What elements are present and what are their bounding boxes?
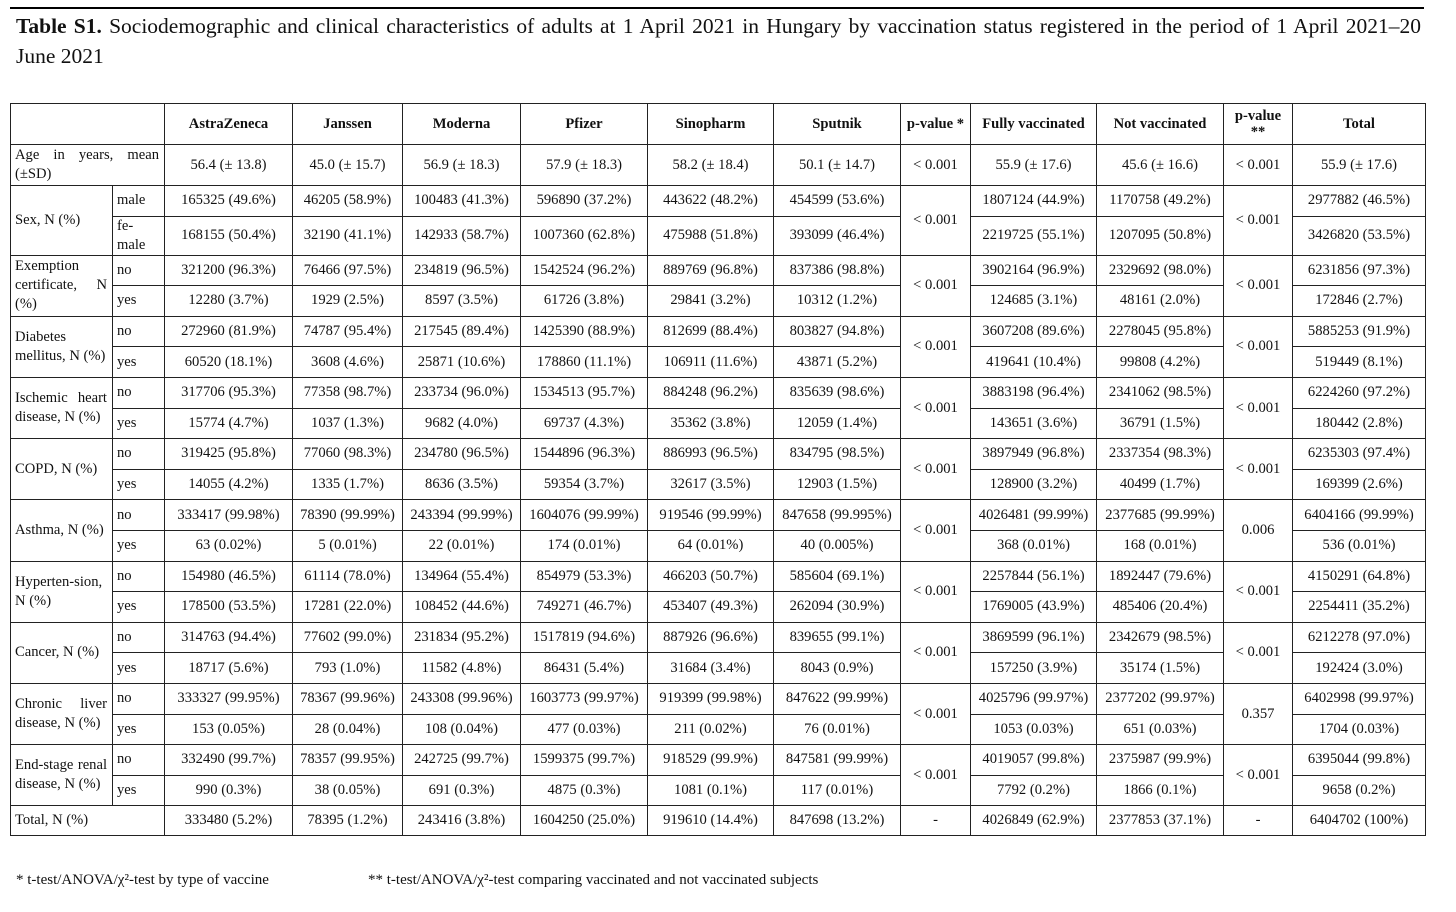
data-cell: 78395 (1.2%) [293, 806, 403, 836]
data-cell: 25871 (10.6%) [403, 347, 521, 378]
data-cell: 475988 (51.8%) [648, 216, 774, 255]
total-cell: 4150291 (64.8%) [1293, 561, 1426, 592]
data-cell: 77358 (98.7%) [293, 377, 403, 408]
level-label: yes [113, 592, 165, 623]
table-row [11, 500, 1426, 531]
data-cell: 106911 (11.6%) [648, 347, 774, 378]
total-cell: 180442 (2.8%) [1293, 408, 1426, 439]
column-header: Sputnik [774, 104, 901, 145]
data-cell: 2342679 (98.5%) [1097, 622, 1224, 653]
level-label: yes [113, 469, 165, 500]
data-cell: 22 (0.01%) [403, 530, 521, 561]
p-value-cell: < 0.001 [901, 377, 971, 438]
data-cell: 485406 (20.4%) [1097, 592, 1224, 623]
data-cell: 3869599 (96.1%) [971, 622, 1097, 653]
data-cell: 4025796 (99.97%) [971, 683, 1097, 714]
row-label: Cancer, N (%) [11, 622, 113, 683]
table-row [11, 439, 1426, 470]
data-cell: 272960 (81.9%) [165, 316, 293, 347]
data-cell: 242725 (99.7%) [403, 745, 521, 776]
table-row [11, 622, 1426, 653]
data-cell: 1929 (2.5%) [293, 286, 403, 317]
data-cell: 60520 (18.1%) [165, 347, 293, 378]
level-label: no [113, 622, 165, 653]
total-cell: 6404166 (99.99%) [1293, 500, 1426, 531]
data-cell: 333417 (99.98%) [165, 500, 293, 531]
data-cell: 3897949 (96.8%) [971, 439, 1097, 470]
data-cell: 1207095 (50.8%) [1097, 216, 1224, 255]
table-row [11, 592, 1426, 623]
data-cell: 466203 (50.7%) [648, 561, 774, 592]
table-row [11, 530, 1426, 561]
data-cell: 63 (0.02%) [165, 530, 293, 561]
data-cell: 142933 (58.7%) [403, 216, 521, 255]
data-cell: 17281 (22.0%) [293, 592, 403, 623]
data-cell: 29841 (3.2%) [648, 286, 774, 317]
caption-label: Table S1. [16, 14, 102, 38]
data-cell: 847698 (13.2%) [774, 806, 901, 836]
data-cell: 76 (0.01%) [774, 714, 901, 745]
data-cell: 168155 (50.4%) [165, 216, 293, 255]
data-cell: 8636 (3.5%) [403, 469, 521, 500]
level-label: no [113, 561, 165, 592]
data-cell: 3902164 (96.9%) [971, 255, 1097, 286]
data-cell: 56.9 (± 18.3) [403, 145, 521, 186]
p-value-cell: < 0.001 [901, 622, 971, 683]
data-cell: 4019057 (99.8%) [971, 745, 1097, 776]
data-cell: 211 (0.02%) [648, 714, 774, 745]
row-label: Exemption certificate, N (%) [11, 255, 113, 316]
data-cell: 78367 (99.96%) [293, 683, 403, 714]
data-cell: 8597 (3.5%) [403, 286, 521, 317]
data-cell: 333327 (99.95%) [165, 683, 293, 714]
level-label: yes [113, 653, 165, 684]
data-cell: 919399 (99.98%) [648, 683, 774, 714]
table-row [11, 469, 1426, 500]
data-cell: 585604 (69.1%) [774, 561, 901, 592]
row-label: Diabetes mellitus, N (%) [11, 316, 113, 377]
level-label: no [113, 500, 165, 531]
level-label: yes [113, 408, 165, 439]
data-cell: 1866 (0.1%) [1097, 775, 1224, 806]
total-cell: 6402998 (99.97%) [1293, 683, 1426, 714]
data-cell: 178860 (11.1%) [521, 347, 648, 378]
data-cell: 99808 (4.2%) [1097, 347, 1224, 378]
column-header: p-value * [901, 104, 971, 145]
footnote-2: ** t-test/ANOVA/χ²-test comparing vaccinated and not vaccinated subjects [368, 872, 819, 888]
data-cell: 2377853 (37.1%) [1097, 806, 1224, 836]
data-cell: 884248 (96.2%) [648, 377, 774, 408]
total-cell: 3426820 (53.5%) [1293, 216, 1426, 255]
caption-text: Sociodemographic and clinical characteristics of adults at 1 April 2021 in Hungary by vaccination status registered in the period of 1 April 2021–20 June 2021 [16, 14, 1421, 68]
data-cell: 76466 (97.5%) [293, 255, 403, 286]
data-cell: 178500 (53.5%) [165, 592, 293, 623]
data-cell: 834795 (98.5%) [774, 439, 901, 470]
data-cell: 1603773 (99.97%) [521, 683, 648, 714]
data-cell: 9682 (4.0%) [403, 408, 521, 439]
data-cell: 1542524 (96.2%) [521, 255, 648, 286]
data-cell: 321200 (96.3%) [165, 255, 293, 286]
row-label: Chronic liver disease, N (%) [11, 683, 113, 744]
data-cell: 4875 (0.3%) [521, 775, 648, 806]
data-cell: 100483 (41.3%) [403, 186, 521, 217]
data-cell: 854979 (53.3%) [521, 561, 648, 592]
row-label: Asthma, N (%) [11, 500, 113, 561]
data-cell: 453407 (49.3%) [648, 592, 774, 623]
data-cell: 86431 (5.4%) [521, 653, 648, 684]
data-cell: 887926 (96.6%) [648, 622, 774, 653]
total-cell: 169399 (2.6%) [1293, 469, 1426, 500]
data-cell: 2337354 (98.3%) [1097, 439, 1224, 470]
row-label: End-stage renal disease, N (%) [11, 745, 113, 806]
data-cell: 1335 (1.7%) [293, 469, 403, 500]
data-cell: 243308 (99.96%) [403, 683, 521, 714]
data-cell: 153 (0.05%) [165, 714, 293, 745]
total-cell: 6231856 (97.3%) [1293, 255, 1426, 286]
table-row [11, 286, 1426, 317]
data-cell: 10312 (1.2%) [774, 286, 901, 317]
p-value-cell: < 0.001 [1224, 316, 1293, 377]
p-value-cell: < 0.001 [1224, 255, 1293, 316]
data-cell: 231834 (95.2%) [403, 622, 521, 653]
total-cell: 6212278 (97.0%) [1293, 622, 1426, 653]
table-row [11, 683, 1426, 714]
table-row [11, 186, 1426, 217]
row-label: Total, N (%) [11, 806, 165, 836]
data-cell: 691 (0.3%) [403, 775, 521, 806]
level-label: no [113, 377, 165, 408]
table-row [11, 316, 1426, 347]
data-cell: 31684 (3.4%) [648, 653, 774, 684]
data-cell: 18717 (5.6%) [165, 653, 293, 684]
data-cell: 2377685 (99.99%) [1097, 500, 1224, 531]
data-cell: 419641 (10.4%) [971, 347, 1097, 378]
data-cell: 1081 (0.1%) [648, 775, 774, 806]
data-cell: 1170758 (49.2%) [1097, 186, 1224, 217]
level-label: no [113, 439, 165, 470]
data-cell: 1544896 (96.3%) [521, 439, 648, 470]
data-cell: 1053 (0.03%) [971, 714, 1097, 745]
data-cell: 57.9 (± 18.3) [521, 145, 648, 186]
data-cell: 45.0 (± 15.7) [293, 145, 403, 186]
data-cell: 847622 (99.99%) [774, 683, 901, 714]
total-cell: 6235303 (97.4%) [1293, 439, 1426, 470]
data-cell: 2329692 (98.0%) [1097, 255, 1224, 286]
column-header: Janssen [293, 104, 403, 145]
table-row [11, 347, 1426, 378]
total-cell: 6224260 (97.2%) [1293, 377, 1426, 408]
data-cell: 78390 (99.99%) [293, 500, 403, 531]
data-cell: 61114 (78.0%) [293, 561, 403, 592]
data-cell: 812699 (88.4%) [648, 316, 774, 347]
data-cell: 262094 (30.9%) [774, 592, 901, 623]
data-cell: 124685 (3.1%) [971, 286, 1097, 317]
p-value-cell: < 0.001 [1224, 186, 1293, 256]
data-cell: 14055 (4.2%) [165, 469, 293, 500]
table-row [11, 775, 1426, 806]
data-cell: 77060 (98.3%) [293, 439, 403, 470]
data-cell: 317706 (95.3%) [165, 377, 293, 408]
data-cell: 368 (0.01%) [971, 530, 1097, 561]
data-cell: 8043 (0.9%) [774, 653, 901, 684]
data-cell: 651 (0.03%) [1097, 714, 1224, 745]
data-cell: 393099 (46.4%) [774, 216, 901, 255]
data-cell: 1769005 (43.9%) [971, 592, 1097, 623]
data-cell: 45.6 (± 16.6) [1097, 145, 1224, 186]
total-cell: 192424 (3.0%) [1293, 653, 1426, 684]
data-cell: 35174 (1.5%) [1097, 653, 1224, 684]
data-cell: 4026849 (62.9%) [971, 806, 1097, 836]
column-header: Sinopharm [648, 104, 774, 145]
total-cell: 519449 (8.1%) [1293, 347, 1426, 378]
data-cell: 886993 (96.5%) [648, 439, 774, 470]
data-cell: 1425390 (88.9%) [521, 316, 648, 347]
data-cell: 117 (0.01%) [774, 775, 901, 806]
data-cell: 314763 (94.4%) [165, 622, 293, 653]
data-cell: 3883198 (96.4%) [971, 377, 1097, 408]
data-cell: 1604250 (25.0%) [521, 806, 648, 836]
column-header: Pfizer [521, 104, 648, 145]
data-cell: 234819 (96.5%) [403, 255, 521, 286]
data-cell: 157250 (3.9%) [971, 653, 1097, 684]
data-cell: 847658 (99.995%) [774, 500, 901, 531]
table-row [11, 561, 1426, 592]
row-label: Age in years, mean (±SD) [11, 145, 165, 186]
data-cell: 1037 (1.3%) [293, 408, 403, 439]
data-cell: 234780 (96.5%) [403, 439, 521, 470]
data-cell: 837386 (98.8%) [774, 255, 901, 286]
data-cell: 15774 (4.7%) [165, 408, 293, 439]
data-cell: 61726 (3.8%) [521, 286, 648, 317]
data-cell: 165325 (49.6%) [165, 186, 293, 217]
data-cell: 1599375 (99.7%) [521, 745, 648, 776]
data-cell: 77602 (99.0%) [293, 622, 403, 653]
data-cell: 43871 (5.2%) [774, 347, 901, 378]
data-cell: 243416 (3.8%) [403, 806, 521, 836]
data-cell: 7792 (0.2%) [971, 775, 1097, 806]
data-cell: 4026481 (99.99%) [971, 500, 1097, 531]
data-cell: 990 (0.3%) [165, 775, 293, 806]
data-cell: 154980 (46.5%) [165, 561, 293, 592]
data-cell: 1534513 (95.7%) [521, 377, 648, 408]
data-cell: 28 (0.04%) [293, 714, 403, 745]
data-cell: 2278045 (95.8%) [1097, 316, 1224, 347]
p-value-cell: - [901, 806, 971, 836]
level-label: no [113, 316, 165, 347]
data-cell: 2219725 (55.1%) [971, 216, 1097, 255]
total-cell: 536 (0.01%) [1293, 530, 1426, 561]
table-row [11, 216, 1426, 255]
data-cell: 918529 (99.9%) [648, 745, 774, 776]
data-cell: 59354 (3.7%) [521, 469, 648, 500]
p-value-cell: 0.357 [1224, 683, 1293, 744]
data-cell: 2341062 (98.5%) [1097, 377, 1224, 408]
total-cell: 55.9 (± 17.6) [1293, 145, 1426, 186]
level-label: yes [113, 347, 165, 378]
data-cell: 168 (0.01%) [1097, 530, 1224, 561]
p-value-cell: < 0.001 [901, 186, 971, 256]
column-header: AstraZeneca [165, 104, 293, 145]
data-cell: 46205 (58.9%) [293, 186, 403, 217]
data-cell: 128900 (3.2%) [971, 469, 1097, 500]
p-value-cell: < 0.001 [1224, 622, 1293, 683]
total-cell: 6404702 (100%) [1293, 806, 1426, 836]
data-cell: 55.9 (± 17.6) [971, 145, 1097, 186]
p-value-cell: < 0.001 [1224, 745, 1293, 806]
data-cell: 596890 (37.2%) [521, 186, 648, 217]
data-cell: 50.1 (± 14.7) [774, 145, 901, 186]
data-cell: 749271 (46.7%) [521, 592, 648, 623]
level-label: fe-male [113, 216, 165, 255]
data-cell: 58.2 (± 18.4) [648, 145, 774, 186]
total-cell: 1704 (0.03%) [1293, 714, 1426, 745]
column-header: p-value ** [1224, 104, 1293, 145]
table-row [11, 745, 1426, 776]
data-cell: 5 (0.01%) [293, 530, 403, 561]
data-cell: 108 (0.04%) [403, 714, 521, 745]
row-label: Sex, N (%) [11, 186, 113, 256]
data-cell: 64 (0.01%) [648, 530, 774, 561]
data-cell: 1007360 (62.8%) [521, 216, 648, 255]
p-value-cell: < 0.001 [901, 439, 971, 500]
p-value-cell: - [1224, 806, 1293, 836]
data-cell: 174 (0.01%) [521, 530, 648, 561]
data-cell: 1604076 (99.99%) [521, 500, 648, 531]
table-row [11, 377, 1426, 408]
header-row [11, 104, 1426, 145]
data-cell: 919546 (99.99%) [648, 500, 774, 531]
characteristics-table [10, 103, 1426, 836]
p-value-cell: < 0.001 [901, 145, 971, 186]
data-cell: 2377202 (99.97%) [1097, 683, 1224, 714]
data-cell: 74787 (95.4%) [293, 316, 403, 347]
total-cell: 9658 (0.2%) [1293, 775, 1426, 806]
data-cell: 48161 (2.0%) [1097, 286, 1224, 317]
data-cell: 134964 (55.4%) [403, 561, 521, 592]
data-cell: 443622 (48.2%) [648, 186, 774, 217]
data-cell: 2257844 (56.1%) [971, 561, 1097, 592]
data-cell: 35362 (3.8%) [648, 408, 774, 439]
data-cell: 793 (1.0%) [293, 653, 403, 684]
data-cell: 454599 (53.6%) [774, 186, 901, 217]
data-cell: 1517819 (94.6%) [521, 622, 648, 653]
data-cell: 40499 (1.7%) [1097, 469, 1224, 500]
data-cell: 108452 (44.6%) [403, 592, 521, 623]
table-caption [16, 11, 1421, 71]
data-cell: 38 (0.05%) [293, 775, 403, 806]
data-cell: 32617 (3.5%) [648, 469, 774, 500]
p-value-cell: < 0.001 [901, 745, 971, 806]
data-cell: 78357 (99.95%) [293, 745, 403, 776]
data-cell: 36791 (1.5%) [1097, 408, 1224, 439]
column-header: Not vaccinated [1097, 104, 1224, 145]
level-label: yes [113, 286, 165, 317]
table-row [11, 408, 1426, 439]
data-cell: 12903 (1.5%) [774, 469, 901, 500]
data-cell: 40 (0.005%) [774, 530, 901, 561]
data-cell: 69737 (4.3%) [521, 408, 648, 439]
data-cell: 319425 (95.8%) [165, 439, 293, 470]
data-cell: 477 (0.03%) [521, 714, 648, 745]
level-label: yes [113, 775, 165, 806]
header-blank-cell [11, 104, 165, 145]
data-cell: 1892447 (79.6%) [1097, 561, 1224, 592]
data-cell: 233734 (96.0%) [403, 377, 521, 408]
table-row [11, 145, 1426, 186]
data-cell: 835639 (98.6%) [774, 377, 901, 408]
column-header: Moderna [403, 104, 521, 145]
data-cell: 332490 (99.7%) [165, 745, 293, 776]
p-value-cell: < 0.001 [901, 561, 971, 622]
row-label: Hyperten-sion, N (%) [11, 561, 113, 622]
data-cell: 12280 (3.7%) [165, 286, 293, 317]
p-value-cell: < 0.001 [901, 683, 971, 744]
data-cell: 217545 (89.4%) [403, 316, 521, 347]
data-cell: 12059 (1.4%) [774, 408, 901, 439]
table-row [11, 653, 1426, 684]
data-cell: 839655 (99.1%) [774, 622, 901, 653]
p-value-cell: < 0.001 [901, 316, 971, 377]
level-label: no [113, 255, 165, 286]
data-cell: 333480 (5.2%) [165, 806, 293, 836]
data-cell: 3607208 (89.6%) [971, 316, 1097, 347]
row-label: COPD, N (%) [11, 439, 113, 500]
data-cell: 847581 (99.99%) [774, 745, 901, 776]
p-value-cell: < 0.001 [1224, 377, 1293, 438]
data-cell: 3608 (4.6%) [293, 347, 403, 378]
total-cell: 172846 (2.7%) [1293, 286, 1426, 317]
data-cell: 2375987 (99.9%) [1097, 745, 1224, 776]
column-header: Total [1293, 104, 1426, 145]
table-row [11, 714, 1426, 745]
row-label: Ischemic heart disease, N (%) [11, 377, 113, 438]
p-value-cell: < 0.001 [901, 255, 971, 316]
data-cell: 243394 (99.99%) [403, 500, 521, 531]
p-value-cell: < 0.001 [901, 500, 971, 561]
data-cell: 1807124 (44.9%) [971, 186, 1097, 217]
level-label: yes [113, 530, 165, 561]
column-header: Fully vaccinated [971, 104, 1097, 145]
data-cell: 143651 (3.6%) [971, 408, 1097, 439]
level-label: no [113, 745, 165, 776]
table-row [11, 806, 1426, 836]
p-value-cell: < 0.001 [1224, 439, 1293, 500]
data-cell: 32190 (41.1%) [293, 216, 403, 255]
total-cell: 2254411 (35.2%) [1293, 592, 1426, 623]
level-label: male [113, 186, 165, 217]
data-cell: 889769 (96.8%) [648, 255, 774, 286]
footnote-1: * t-test/ANOVA/χ²-test by type of vaccine [16, 872, 269, 888]
data-cell: 919610 (14.4%) [648, 806, 774, 836]
top-rule [10, 7, 1424, 9]
total-cell: 2977882 (46.5%) [1293, 186, 1426, 217]
total-cell: 5885253 (91.9%) [1293, 316, 1426, 347]
level-label: yes [113, 714, 165, 745]
p-value-cell: < 0.001 [1224, 561, 1293, 622]
data-cell: 11582 (4.8%) [403, 653, 521, 684]
p-value-cell: 0.006 [1224, 500, 1293, 561]
level-label: no [113, 683, 165, 714]
p-value-cell: < 0.001 [1224, 145, 1293, 186]
data-cell: 803827 (94.8%) [774, 316, 901, 347]
total-cell: 6395044 (99.8%) [1293, 745, 1426, 776]
table-row [11, 255, 1426, 286]
data-cell: 56.4 (± 13.8) [165, 145, 293, 186]
